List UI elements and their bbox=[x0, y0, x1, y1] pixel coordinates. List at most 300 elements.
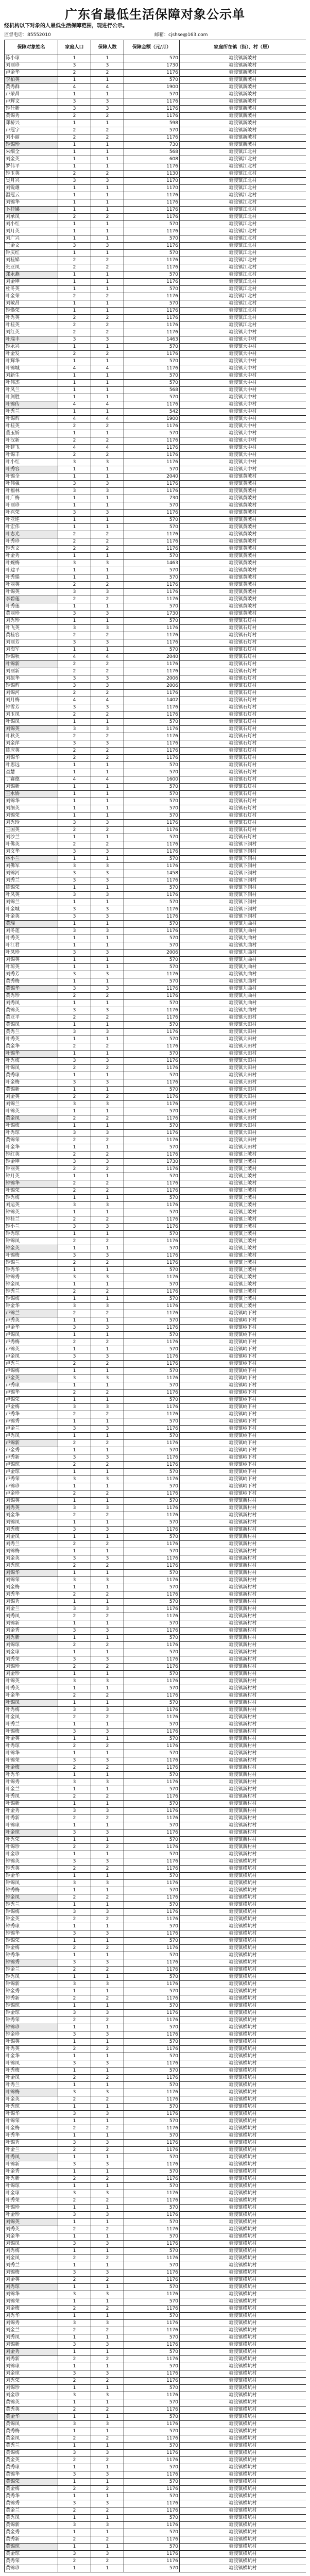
cell-members: 1 bbox=[58, 1649, 91, 1656]
header-covered: 保障人数 bbox=[91, 40, 124, 55]
cell-covered: 2 bbox=[91, 437, 124, 445]
cell-amount: 570 bbox=[124, 2464, 180, 2471]
cell-area: 塘渡镇横坑村 bbox=[180, 2212, 306, 2219]
cell-name: 叶锦全 bbox=[5, 473, 58, 481]
cell-members: 1 bbox=[58, 1346, 91, 1353]
cell-amount: 1176 bbox=[124, 1967, 180, 1974]
cell-area: 塘渡镇横坑村 bbox=[180, 1873, 306, 1880]
table-row bbox=[5, 1209, 306, 1216]
cell-name: 刘秀珍 bbox=[5, 618, 58, 625]
cell-members: 1 bbox=[58, 719, 91, 726]
cell-amount: 1176 bbox=[124, 625, 180, 632]
cell-amount: 1176 bbox=[124, 2089, 180, 2096]
cell-name: 刘金凤 bbox=[5, 2255, 58, 2262]
cell-name: 叶金英 bbox=[5, 913, 58, 921]
cell-name: 刘秀华 bbox=[5, 1591, 58, 1599]
cell-area: 塘渡镇新村村 bbox=[180, 1721, 306, 1728]
table-row bbox=[5, 344, 306, 351]
cell-area: 塘渡镇石灯村 bbox=[180, 798, 306, 805]
cell-amount: 570 bbox=[124, 1635, 180, 1642]
cell-members: 1 bbox=[58, 2493, 91, 2500]
cell-area: 塘渡镇石灯村 bbox=[180, 748, 306, 755]
cell-members: 2 bbox=[58, 546, 91, 553]
cell-name: 卢金兰 bbox=[5, 1426, 58, 1433]
cell-amount: 1176 bbox=[124, 820, 180, 827]
cell-amount: 570 bbox=[124, 567, 180, 574]
cell-amount: 1176 bbox=[124, 308, 180, 315]
cell-members: 4 bbox=[58, 84, 91, 91]
cell-covered: 1 bbox=[91, 250, 124, 257]
table-row bbox=[5, 1772, 306, 1779]
cell-area: 塘渡镇新村村 bbox=[180, 1801, 306, 1808]
cell-members: 4 bbox=[58, 365, 91, 372]
cell-members: 3 bbox=[58, 1325, 91, 1332]
table-row bbox=[5, 1750, 306, 1757]
cell-name: 钟秀琼 bbox=[5, 1923, 58, 1930]
cell-area: 塘渡镇新村村 bbox=[180, 1664, 306, 1671]
cell-covered: 3 bbox=[91, 1353, 124, 1361]
cell-members: 1 bbox=[58, 524, 91, 531]
cell-covered: 1 bbox=[91, 1368, 124, 1375]
cell-covered: 3 bbox=[91, 589, 124, 596]
cell-area: 塘渡镇下洞村 bbox=[180, 849, 306, 856]
cell-area: 塘渡镇上陂村 bbox=[180, 1289, 306, 1296]
cell-amount: 1176 bbox=[124, 2392, 180, 2399]
cell-amount: 1176 bbox=[124, 1541, 180, 1548]
cell-area: 塘渡镇横坑村 bbox=[180, 1959, 306, 1967]
cell-area: 塘渡镇黄陂村 bbox=[180, 531, 306, 538]
cell-covered: 1 bbox=[91, 1346, 124, 1353]
cell-covered: 1 bbox=[91, 1397, 124, 1404]
table-row bbox=[5, 1880, 306, 1887]
cell-amount: 1176 bbox=[124, 1815, 180, 1822]
cell-area: 塘渡镇横坑村 bbox=[180, 2313, 306, 2320]
cell-amount: 570 bbox=[124, 1519, 180, 1527]
cell-members: 3 bbox=[58, 877, 91, 885]
cell-covered: 1 bbox=[91, 1887, 124, 1894]
cell-members: 2 bbox=[58, 1945, 91, 1952]
cell-amount: 1176 bbox=[124, 582, 180, 589]
cell-amount: 730 bbox=[124, 495, 180, 502]
cell-amount: 1176 bbox=[124, 2471, 180, 2479]
table-row bbox=[5, 2104, 306, 2111]
cell-members: 2 bbox=[58, 315, 91, 322]
cell-covered: 2 bbox=[91, 2197, 124, 2205]
cell-amount: 1176 bbox=[124, 2378, 180, 2385]
cell-name: 刘锦河 bbox=[5, 870, 58, 877]
cell-covered: 1 bbox=[91, 344, 124, 351]
cell-amount: 1176 bbox=[124, 1793, 180, 1801]
cell-area: 塘渡镇石灯村 bbox=[180, 834, 306, 841]
cell-covered: 1 bbox=[91, 300, 124, 308]
table-row bbox=[5, 2039, 306, 2046]
cell-name: 陈应英 bbox=[5, 748, 58, 755]
cell-area: 塘渡镇江北村 bbox=[180, 279, 306, 286]
cell-area: 塘渡镇江北村 bbox=[180, 214, 306, 221]
cell-covered: 2 bbox=[91, 2306, 124, 2313]
cell-area: 塘渡镇新村村 bbox=[180, 1728, 306, 1736]
cell-amount: 1176 bbox=[124, 1310, 180, 1317]
cell-members: 2 bbox=[58, 2197, 91, 2205]
cell-members: 2 bbox=[58, 452, 91, 459]
cell-name: 卢秀英 bbox=[5, 1317, 58, 1325]
cell-amount: 1176 bbox=[124, 351, 180, 358]
cell-name: 叶秀梅 bbox=[5, 2067, 58, 2075]
cell-members: 2 bbox=[58, 1115, 91, 1123]
cell-name: 叶婉梅 bbox=[5, 560, 58, 567]
cell-area: 塘渡镇石灯村 bbox=[180, 632, 306, 639]
cell-amount: 570 bbox=[124, 1245, 180, 1252]
cell-covered: 1 bbox=[91, 2003, 124, 2010]
cell-covered: 2 bbox=[91, 423, 124, 430]
table-row bbox=[5, 1959, 306, 1967]
cell-covered: 1 bbox=[91, 156, 124, 163]
table-row bbox=[5, 1829, 306, 1837]
cell-area: 塘渡镇大中村 bbox=[180, 344, 306, 351]
cell-amount: 542 bbox=[124, 409, 180, 416]
cell-covered: 2 bbox=[91, 827, 124, 834]
cell-amount: 1176 bbox=[124, 1808, 180, 1815]
cell-name: 叶锦凤 bbox=[5, 719, 58, 726]
table-row bbox=[5, 134, 306, 142]
cell-amount: 1176 bbox=[124, 2017, 180, 2024]
cell-covered: 2 bbox=[91, 711, 124, 719]
cell-amount: 1176 bbox=[124, 1844, 180, 1851]
cell-amount: 570 bbox=[124, 1281, 180, 1289]
cell-name: 刘小丽 bbox=[5, 134, 58, 142]
notice-text: 经机构以下对象的人最低生活保障范围，现进行公示。 bbox=[4, 23, 128, 29]
table-row bbox=[5, 1389, 306, 1397]
cell-name: 钟金凤 bbox=[5, 1894, 58, 1902]
table-row bbox=[5, 1945, 306, 1952]
cell-name: 叶剑胜 bbox=[5, 394, 58, 401]
cell-area: 塘渡镇横坑村 bbox=[180, 2125, 306, 2132]
cell-area: 塘渡镇下洞村 bbox=[180, 899, 306, 906]
cell-name: 刘秀兰 bbox=[5, 877, 58, 885]
cell-amount: 570 bbox=[124, 964, 180, 971]
cell-covered: 3 bbox=[91, 1707, 124, 1714]
cell-amount: 1176 bbox=[124, 1238, 180, 1245]
cell-members: 2 bbox=[58, 2486, 91, 2493]
cell-area: 塘渡镇岭下村 bbox=[180, 1483, 306, 1490]
cell-amount: 570 bbox=[124, 524, 180, 531]
cell-covered: 1 bbox=[91, 1584, 124, 1591]
cell-covered: 1 bbox=[91, 1000, 124, 1007]
cell-covered: 3 bbox=[91, 488, 124, 495]
cell-covered: 1 bbox=[91, 2529, 124, 2536]
cell-amount: 1176 bbox=[124, 1945, 180, 1952]
cell-area: 塘渡镇横坑村 bbox=[180, 2349, 306, 2356]
cell-amount: 570 bbox=[124, 1851, 180, 1858]
cell-amount: 1458 bbox=[124, 870, 180, 877]
cell-covered: 2 bbox=[91, 1591, 124, 1599]
cell-name: 刘新生 bbox=[5, 372, 58, 380]
cell-amount: 1176 bbox=[124, 1353, 180, 1361]
table-row bbox=[5, 2349, 306, 2356]
cell-amount: 2006 bbox=[124, 675, 180, 683]
cell-covered: 1 bbox=[91, 517, 124, 524]
cell-area: 塘渡镇横坑村 bbox=[180, 1880, 306, 1887]
cell-members: 2 bbox=[58, 1490, 91, 1498]
table-row bbox=[5, 733, 306, 740]
table-row bbox=[5, 221, 306, 228]
cell-area: 塘渡镇大田村 bbox=[180, 1144, 306, 1151]
cell-name: 钟金梅 bbox=[5, 1945, 58, 1952]
cell-covered: 2 bbox=[91, 1440, 124, 1447]
cell-area: 塘渡镇下洞村 bbox=[180, 841, 306, 849]
cell-members: 2 bbox=[58, 1094, 91, 1101]
cell-name: 叶锦珍 bbox=[5, 2205, 58, 2212]
cell-covered: 2 bbox=[91, 1289, 124, 1296]
cell-covered: 1 bbox=[91, 1036, 124, 1043]
table-row bbox=[5, 538, 306, 546]
cell-amount: 1176 bbox=[124, 1981, 180, 1988]
cell-amount: 570 bbox=[124, 250, 180, 257]
cell-members: 2 bbox=[58, 1642, 91, 1649]
table-row bbox=[5, 156, 306, 163]
cell-members: 3 bbox=[58, 589, 91, 596]
cell-name: 刘秀英 bbox=[5, 1505, 58, 1512]
cell-name: 叶伟杰 bbox=[5, 380, 58, 387]
cell-covered: 1 bbox=[91, 812, 124, 820]
table-row bbox=[5, 2414, 306, 2421]
cell-covered: 2 bbox=[91, 1137, 124, 1144]
cell-name: 卜桂娣 bbox=[5, 207, 58, 214]
cell-covered: 1 bbox=[91, 1267, 124, 1274]
cell-area: 塘渡镇横坑村 bbox=[180, 2017, 306, 2024]
cell-members: 3 bbox=[58, 1981, 91, 1988]
cell-name: 叶凤珍 bbox=[5, 950, 58, 957]
cell-members: 2 bbox=[58, 690, 91, 697]
cell-name: 叶金华 bbox=[5, 1144, 58, 1151]
cell-name: 刘锦英 bbox=[5, 1498, 58, 1505]
cell-covered: 2 bbox=[91, 127, 124, 134]
table-row bbox=[5, 409, 306, 416]
cell-amount: 570 bbox=[124, 784, 180, 791]
cell-name: 刘锦凤 bbox=[5, 1519, 58, 1527]
cell-name: 李碧莲 bbox=[5, 596, 58, 603]
cell-area: 塘渡镇横坑村 bbox=[180, 1974, 306, 1981]
cell-members: 3 bbox=[58, 2421, 91, 2428]
cell-area: 塘渡镇岭下村 bbox=[180, 1454, 306, 1462]
cell-covered: 3 bbox=[91, 2421, 124, 2428]
cell-amount: 1176 bbox=[124, 2500, 180, 2507]
cell-name: 黄锦华 bbox=[5, 986, 58, 993]
cell-members: 1 bbox=[58, 1873, 91, 1880]
cell-covered: 1 bbox=[91, 2493, 124, 2500]
cell-covered: 3 bbox=[91, 2500, 124, 2507]
cell-name: 黄锦荣 bbox=[5, 1137, 58, 1144]
table-row bbox=[5, 98, 306, 106]
cell-area: 塘渡镇大中村 bbox=[180, 423, 306, 430]
cell-amount: 1176 bbox=[124, 2197, 180, 2205]
cell-members: 1 bbox=[58, 567, 91, 574]
cell-area: 塘渡镇黄陂村 bbox=[180, 567, 306, 574]
cell-covered: 3 bbox=[91, 2370, 124, 2378]
cell-members: 3 bbox=[58, 336, 91, 344]
phone-info bbox=[4, 32, 51, 38]
cell-area: 塘渡镇横坑村 bbox=[180, 1995, 306, 2003]
table-row bbox=[5, 1844, 306, 1851]
cell-area: 塘渡镇横坑村 bbox=[180, 2269, 306, 2277]
cell-amount: 1176 bbox=[124, 1411, 180, 1418]
cell-members: 3 bbox=[58, 1303, 91, 1310]
cell-area: 塘渡镇横坑村 bbox=[180, 2464, 306, 2471]
cell-name: 刘锦兰 bbox=[5, 1101, 58, 1108]
cell-name: 黄锦荣 bbox=[5, 2479, 58, 2486]
cell-members: 1 bbox=[58, 1584, 91, 1591]
cell-amount: 570 bbox=[124, 1534, 180, 1541]
cell-members: 1 bbox=[58, 2205, 91, 2212]
cell-amount: 570 bbox=[124, 762, 180, 769]
cell-members: 3 bbox=[58, 2212, 91, 2219]
cell-name: 刘敏昌 bbox=[5, 300, 58, 308]
cell-area: 塘渡镇石灯村 bbox=[180, 820, 306, 827]
cell-members: 1 bbox=[58, 2067, 91, 2075]
cell-amount: 570 bbox=[124, 380, 180, 387]
cell-name: 朱细全 bbox=[5, 149, 58, 156]
cell-amount: 1176 bbox=[124, 1858, 180, 1866]
cell-amount: 1176 bbox=[124, 488, 180, 495]
cell-amount: 1176 bbox=[124, 1930, 180, 1938]
cell-amount: 1176 bbox=[124, 1101, 180, 1108]
cell-covered: 1 bbox=[91, 1245, 124, 1252]
cell-area: 塘渡镇大田村 bbox=[180, 1022, 306, 1029]
cell-name: 刘秀荣 bbox=[5, 1656, 58, 1664]
cell-members: 1 bbox=[58, 308, 91, 315]
cell-area: 塘渡镇岭下村 bbox=[180, 1310, 306, 1317]
cell-area: 塘渡镇岭下村 bbox=[180, 1361, 306, 1368]
cell-area: 塘渡镇横坑村 bbox=[180, 2060, 306, 2067]
table-row bbox=[5, 1115, 306, 1123]
cell-amount: 1176 bbox=[124, 1490, 180, 1498]
table-row bbox=[5, 1072, 306, 1079]
cell-amount: 1176 bbox=[124, 2406, 180, 2414]
table-row bbox=[5, 1411, 306, 1418]
table-row bbox=[5, 452, 306, 459]
cell-members: 2 bbox=[58, 755, 91, 762]
cell-members: 1 bbox=[58, 791, 91, 798]
cell-covered: 1 bbox=[91, 1087, 124, 1094]
cell-members: 1 bbox=[58, 2313, 91, 2320]
cell-name: 刘丽新 bbox=[5, 668, 58, 675]
cell-members: 2 bbox=[58, 1613, 91, 1620]
cell-name: 罗伟平 bbox=[5, 163, 58, 171]
cell-name: 黄瑞 bbox=[5, 921, 58, 928]
cell-covered: 3 bbox=[91, 1058, 124, 1065]
cell-amount: 570 bbox=[124, 1498, 180, 1505]
cell-members: 3 bbox=[58, 1353, 91, 1361]
cell-covered: 2 bbox=[91, 171, 124, 178]
cell-area: 塘渡镇黄陂村 bbox=[180, 596, 306, 603]
cell-area: 塘渡镇新陂村 bbox=[180, 84, 306, 91]
cell-amount: 570 bbox=[124, 1952, 180, 1959]
cell-amount: 1176 bbox=[124, 2147, 180, 2154]
cell-members: 1 bbox=[58, 553, 91, 560]
cell-covered: 1 bbox=[91, 791, 124, 798]
table-row bbox=[5, 1087, 306, 1094]
cell-area: 塘渡镇石灯村 bbox=[180, 827, 306, 834]
cell-members: 3 bbox=[58, 950, 91, 957]
cell-covered: 1 bbox=[91, 885, 124, 892]
cell-name: 黄秀英 bbox=[5, 2406, 58, 2414]
cell-amount: 1176 bbox=[124, 2212, 180, 2219]
table-row bbox=[5, 185, 306, 192]
cell-members: 1 bbox=[58, 805, 91, 812]
cell-members: 1 bbox=[58, 1851, 91, 1858]
cell-covered: 2 bbox=[91, 1115, 124, 1123]
cell-amount: 1176 bbox=[124, 986, 180, 993]
table-row bbox=[5, 2392, 306, 2399]
cell-members: 3 bbox=[58, 2269, 91, 2277]
cell-name: 刘运英 bbox=[5, 1202, 58, 1209]
cell-area: 塘渡镇大田村 bbox=[180, 1072, 306, 1079]
cell-name: 刘锦秀 bbox=[5, 2320, 58, 2327]
cell-amount: 1176 bbox=[124, 993, 180, 1000]
cell-area: 塘渡镇江北村 bbox=[180, 163, 306, 171]
table-row bbox=[5, 1620, 306, 1628]
cell-name: 刘承凤 bbox=[5, 214, 58, 221]
cell-amount: 570 bbox=[124, 2248, 180, 2255]
cell-amount: 1176 bbox=[124, 106, 180, 113]
table-row bbox=[5, 2067, 306, 2075]
cell-members: 1 bbox=[58, 1801, 91, 1808]
table-row bbox=[5, 1555, 306, 1563]
cell-name: 叶锦华 bbox=[5, 1050, 58, 1058]
cell-name: 刘文华 bbox=[5, 849, 58, 856]
cell-area: 塘渡镇石灯村 bbox=[180, 654, 306, 661]
cell-members: 3 bbox=[58, 1202, 91, 1209]
table-row bbox=[5, 2060, 306, 2067]
cell-area: 塘渡镇新村村 bbox=[180, 1772, 306, 1779]
cell-amount: 570 bbox=[124, 2414, 180, 2421]
cell-name: 叶锦凤 bbox=[5, 1700, 58, 1707]
cell-area: 塘渡镇黄陂村 bbox=[180, 582, 306, 589]
cell-name: 刘锦新 bbox=[5, 2342, 58, 2349]
cell-name: 叶秋英 bbox=[5, 733, 58, 740]
table-row bbox=[5, 639, 306, 647]
cell-members: 1 bbox=[58, 221, 91, 228]
cell-members: 2 bbox=[58, 1180, 91, 1188]
table-row bbox=[5, 1346, 306, 1353]
cell-area: 塘渡镇石灯村 bbox=[180, 675, 306, 683]
cell-amount: 1176 bbox=[124, 1224, 180, 1231]
cell-covered: 4 bbox=[91, 416, 124, 423]
cell-area: 塘渡镇黄陂村 bbox=[180, 524, 306, 531]
cell-name: 钟秀兰 bbox=[5, 1289, 58, 1296]
cell-name: 钟丽英 bbox=[5, 1166, 58, 1173]
table-row bbox=[5, 2522, 306, 2529]
cell-name: 叶秀华 bbox=[5, 1772, 58, 1779]
cell-amount: 570 bbox=[124, 1599, 180, 1606]
cell-area: 塘渡镇新村村 bbox=[180, 1815, 306, 1822]
cell-covered: 1 bbox=[91, 1649, 124, 1656]
cell-covered: 2 bbox=[91, 2147, 124, 2154]
cell-amount: 570 bbox=[124, 899, 180, 906]
cell-name: 林小兰 bbox=[5, 856, 58, 863]
cell-amount: 1176 bbox=[124, 2536, 180, 2544]
cell-name: 叶秀英 bbox=[5, 2046, 58, 2053]
cell-amount: 570 bbox=[124, 957, 180, 964]
cell-area: 塘渡镇岭下村 bbox=[180, 1433, 306, 1440]
table-row bbox=[5, 199, 306, 207]
table-row bbox=[5, 1584, 306, 1591]
table-row bbox=[5, 1310, 306, 1317]
cell-amount: 570 bbox=[124, 791, 180, 798]
header-area: 家庭所在镇（街）、村（居） bbox=[180, 40, 306, 55]
cell-members: 2 bbox=[58, 1866, 91, 1873]
cell-name: 钟金凤 bbox=[5, 1281, 58, 1289]
